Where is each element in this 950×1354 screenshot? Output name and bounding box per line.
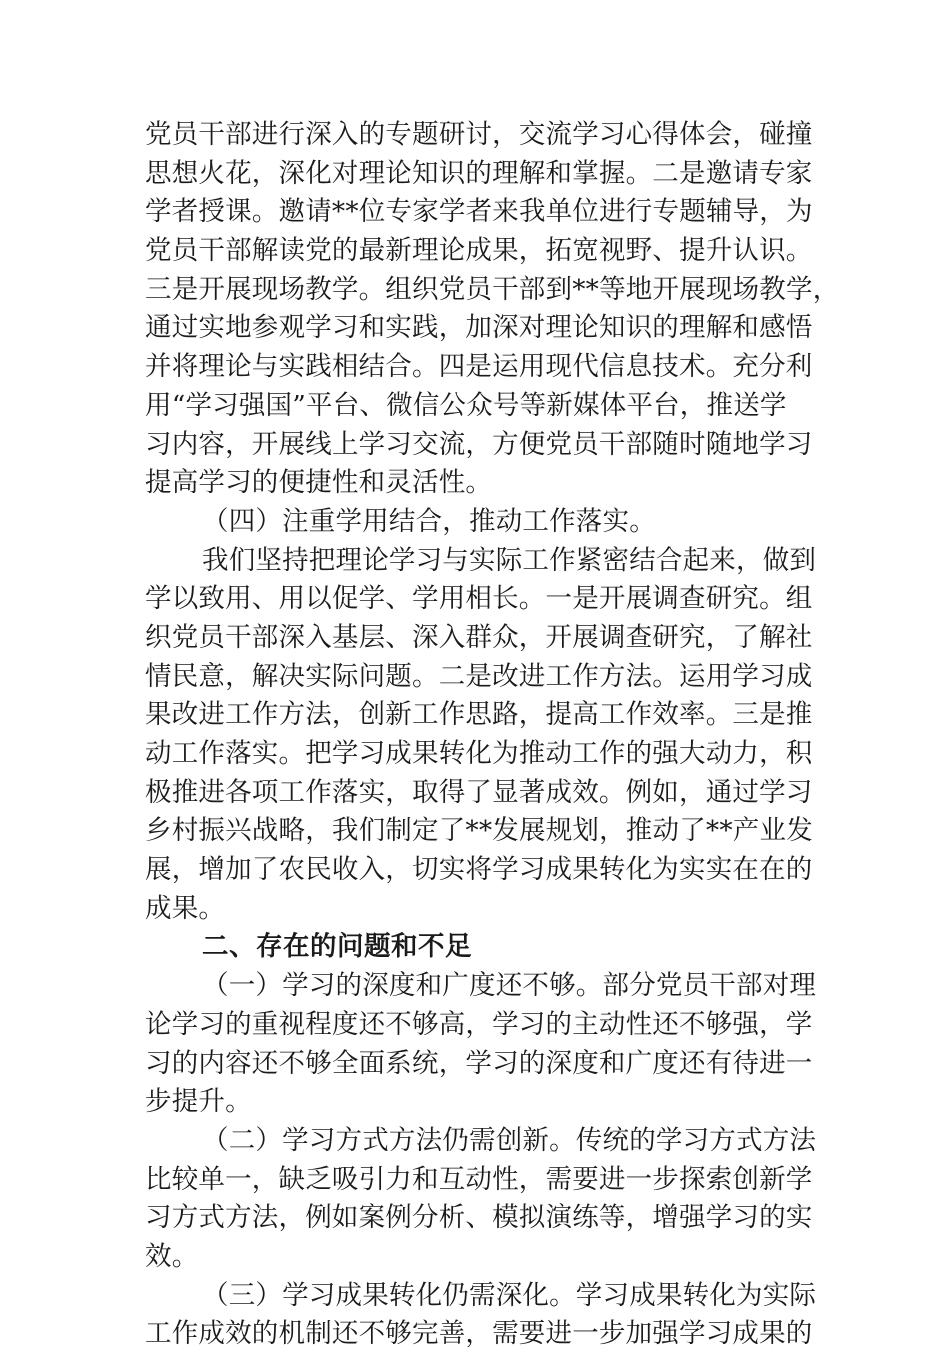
text-line: 成果。 xyxy=(145,892,226,924)
text-line: 比较单一，缺乏吸引力和互动性，需要进一步探索创新学 xyxy=(145,1163,813,1195)
text-line: 学者授课。邀请**位专家学者来我单位进行专题辅导，为 xyxy=(145,196,813,228)
text-line: 党员干部解读党的最新理论成果，拓宽视野、提升认识。 xyxy=(145,235,813,267)
text-line: （四）注重学用结合，推动工作落实。 xyxy=(202,505,656,537)
text-line: 习的内容还不够全面系统，学习的深度和广度还有待进一 xyxy=(145,1047,813,1079)
text-line: 展，增加了农民收入，切实将学习成果转化为实实在在的 xyxy=(145,854,813,886)
text-line: 论学习的重视程度还不够高，学习的主动性还不够强，学 xyxy=(145,1008,813,1040)
text-line: 党员干部进行深入的专题研讨，交流学习心得体会，碰撞 xyxy=(145,119,813,150)
text-line: 乡村振兴战略，我们制定了**发展规划，推动了**产业发 xyxy=(145,815,813,847)
text-line: 习内容，开展线上学习交流，方便党员干部随时随地学习 xyxy=(145,428,813,460)
text-line: 工作成效的机制还不够完善，需要进一步加强学习成果的 xyxy=(145,1318,813,1350)
text-line: （二）学习方式方法仍需创新。传统的学习方式方法 xyxy=(202,1124,817,1156)
text-line: 动工作落实。把学习成果转化为推动工作的强大动力，积 xyxy=(145,738,813,769)
document-body xyxy=(145,116,840,1354)
text-line: （一）学习的深度和广度还不够。部分党员干部对理 xyxy=(202,970,817,1002)
text-line: 用“学习强国”平台、微信公众号等新媒体平台，推送学 xyxy=(145,389,787,421)
text-line: 并将理论与实践相结合。四是运用现代信息技术。充分利 xyxy=(145,351,813,383)
text-line: 极推进各项工作落实，取得了显著成效。例如，通过学习 xyxy=(145,776,813,808)
text-line: 学以致用、用以促学、学用相长。一是开展调查研究。组 xyxy=(145,583,813,615)
text-line: 效。 xyxy=(145,1240,199,1272)
section-heading: 二、存在的问题和不足 xyxy=(202,931,472,963)
text-line: 情民意，解决实际问题。二是改进工作方法。运用学习成 xyxy=(145,660,813,692)
text-line: 我们坚持把理论学习与实际工作紧密结合起来，做到 xyxy=(202,544,817,576)
text-line: 思想火花，深化对理论知识的理解和掌握。二是邀请专家 xyxy=(145,157,813,189)
text-line: （三）学习成果转化仍需深化。学习成果转化为实际 xyxy=(202,1279,817,1311)
text-line: 通过实地参观学习和实践，加深对理论知识的理解和感悟 xyxy=(145,312,813,344)
text-line: 三是开展现场教学。组织党员干部到**等地开展现场教学， xyxy=(145,273,840,305)
text-line: 步提升。 xyxy=(145,1086,252,1118)
text-line: 提高学习的便捷性和灵活性。 xyxy=(145,467,493,499)
text-line: 织党员干部深入基层、深入群众，开展调查研究，了解社 xyxy=(145,621,813,653)
text-line: 果改进工作方法，创新工作思路，提高工作效率。三是推 xyxy=(145,699,813,731)
text-line: 习方式方法，例如案例分析、模拟演练等，增强学习的实 xyxy=(145,1202,813,1234)
